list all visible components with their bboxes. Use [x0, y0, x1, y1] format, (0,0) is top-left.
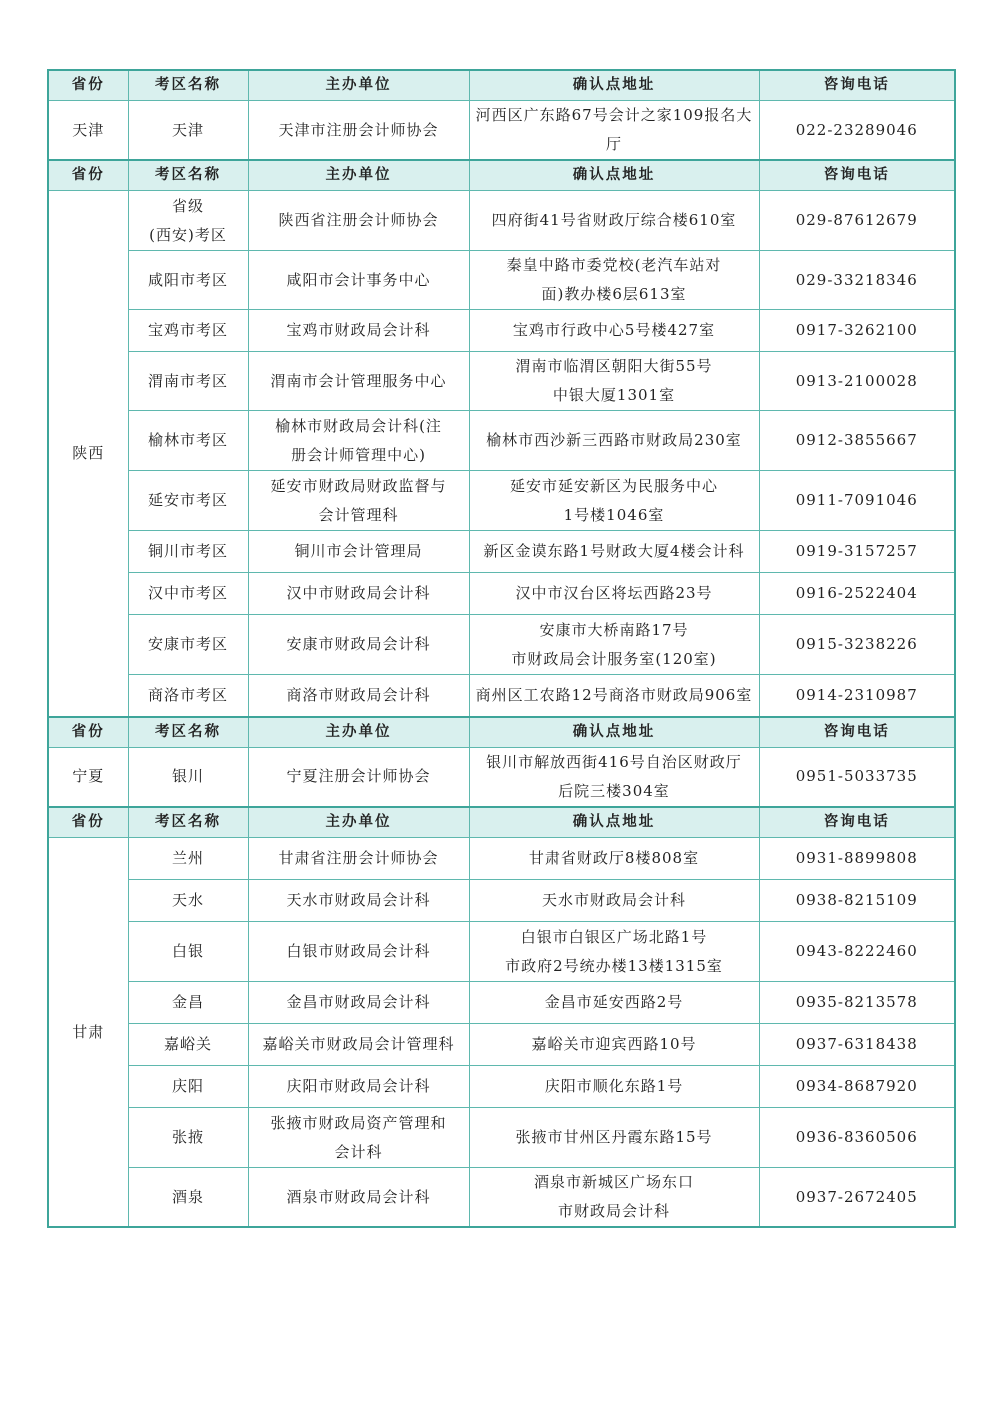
- organizer-cell-line: 会计管理科: [318, 505, 399, 524]
- phone-cell: 029-33218346: [759, 251, 955, 310]
- address-cell: [469, 1066, 759, 1108]
- area-cell-line: 商洛市考区: [147, 685, 228, 704]
- address-cell-line: 银川市解放西街416号自治区财政厅: [486, 752, 742, 771]
- phone-cell: 0912-3855667: [759, 411, 955, 471]
- header-organizer: 主办单位: [248, 807, 469, 838]
- organizer-cell-line: 延安市财政局财政监督与: [270, 476, 447, 495]
- organizer-cell-line: 宁夏注册会计师协会: [286, 767, 431, 786]
- organizer-cell: [248, 471, 469, 531]
- phone-cell: 0919-3157257: [759, 531, 955, 573]
- organizer-cell-line: 商洛市财政局会计科: [286, 685, 431, 704]
- header-phone: 咨询电话: [759, 160, 955, 191]
- organizer-cell: [248, 838, 469, 880]
- address-cell-line: 后院三楼304室: [558, 781, 670, 800]
- table-row: [48, 1066, 955, 1108]
- address-cell-line: 市财政局会计科: [557, 1202, 670, 1220]
- organizer-cell: [248, 1168, 469, 1228]
- header-address: 确认点地址: [469, 70, 759, 101]
- organizer-cell: [248, 675, 469, 717]
- phone-cell: 0913-2100028: [759, 352, 955, 411]
- address-cell: [469, 191, 759, 251]
- address-cell: [469, 675, 759, 717]
- address-cell-line: 延安市延安新区为民服务中心: [509, 476, 718, 495]
- header-organizer: 主办单位: [248, 160, 469, 191]
- organizer-cell: [248, 615, 469, 675]
- organizer-cell-line: 渭南市会计管理服务中心: [270, 371, 447, 390]
- header-province: 省份: [48, 70, 128, 101]
- header-province: 省份: [48, 160, 128, 191]
- address-cell: [469, 471, 759, 531]
- address-cell: [469, 838, 759, 880]
- header-province: 省份: [48, 807, 128, 838]
- address-cell-line: 榆林市西沙新三西路市财政局230室: [486, 431, 742, 449]
- address-cell: [469, 531, 759, 573]
- organizer-cell-line: 天水市财政局会计科: [286, 891, 431, 909]
- area-cell: [128, 310, 248, 352]
- organizer-cell-line: 铜川市会计管理局: [294, 542, 423, 560]
- address-cell-line: 甘肃省财政厅8楼808室: [528, 849, 700, 867]
- organizer-cell-line: 张掖市财政局资产管理和: [270, 1113, 447, 1132]
- header-address: 确认点地址: [469, 717, 759, 748]
- area-cell-line: 白银: [171, 942, 204, 960]
- area-cell-line: 铜川市考区: [147, 542, 228, 560]
- organizer-cell-line: 甘肃省注册会计师协会: [278, 849, 439, 867]
- area-cell: [128, 352, 248, 411]
- area-cell: [128, 251, 248, 310]
- area-cell-line: 安康市考区: [147, 635, 228, 653]
- area-cell-line: 榆林市考区: [147, 431, 228, 449]
- organizer-cell: [248, 982, 469, 1024]
- area-cell: [128, 922, 248, 982]
- phone-cell: 0935-8213578: [759, 982, 955, 1024]
- area-cell-line: 庆阳: [171, 1077, 204, 1095]
- header-organizer: 主办单位: [248, 70, 469, 101]
- address-cell-line: 市政府2号统办楼13楼1315室: [505, 956, 723, 975]
- organizer-cell-line: 陕西省注册会计师协会: [278, 211, 439, 229]
- area-cell-line: 酒泉: [171, 1187, 204, 1206]
- address-cell: [469, 615, 759, 675]
- header-row: [48, 70, 955, 101]
- address-cell-line: 渭南市临渭区朝阳大街55号: [515, 357, 713, 375]
- phone-cell: 0934-8687920: [759, 1066, 955, 1108]
- address-cell: [469, 982, 759, 1024]
- table-row: [48, 531, 955, 573]
- area-cell-line: 省级: [171, 196, 204, 215]
- header-row: [48, 807, 955, 838]
- organizer-cell: [248, 1108, 469, 1168]
- area-cell-line: 渭南市考区: [147, 371, 228, 390]
- address-cell-line: 酒泉市新城区广场东口: [533, 1173, 694, 1191]
- address-cell-line: 宝鸡市行政中心5号楼427室: [512, 321, 716, 339]
- area-cell: [128, 573, 248, 615]
- address-cell-line: 白银市白银区广场北路1号: [520, 927, 708, 946]
- address-cell: [469, 411, 759, 471]
- address-cell: [469, 310, 759, 352]
- phone-cell: 022-23289046: [759, 101, 955, 161]
- address-cell-line: 安康市大桥南路17号: [539, 620, 689, 639]
- organizer-cell: [248, 1066, 469, 1108]
- table-row: [48, 1108, 955, 1168]
- header-area-name: 考区名称: [128, 807, 248, 838]
- organizer-cell: [248, 352, 469, 411]
- header-phone: 咨询电话: [759, 70, 955, 101]
- province-cell: 宁夏: [48, 747, 128, 807]
- address-cell: [469, 1024, 759, 1066]
- phone-cell: 0914-2310987: [759, 675, 955, 717]
- phone-cell: 0916-2522404: [759, 573, 955, 615]
- organizer-cell: [248, 880, 469, 922]
- table-row: [48, 411, 955, 471]
- organizer-cell-line: 天津市注册会计师协会: [278, 120, 439, 139]
- phone-cell: 0915-3238226: [759, 615, 955, 675]
- organizer-cell: [248, 747, 469, 807]
- area-cell: [128, 982, 248, 1024]
- table-row: [48, 310, 955, 352]
- area-cell-line: 咸阳市考区: [147, 270, 228, 289]
- organizer-cell-line: 庆阳市财政局会计科: [286, 1077, 431, 1095]
- address-cell: [469, 747, 759, 807]
- table-row: [48, 1168, 955, 1228]
- address-cell-line: 新区金谟东路1号财政大厦4楼会计科: [483, 542, 745, 560]
- area-cell-line: 天津: [171, 120, 204, 139]
- area-cell: [128, 411, 248, 471]
- header-area-name: 考区名称: [128, 70, 248, 101]
- address-cell-line: 秦皇中路市委党校(老汽车站对: [506, 256, 722, 274]
- table-row: [48, 838, 955, 880]
- exam-site-table: [47, 69, 956, 1228]
- phone-cell: 0931-8899808: [759, 838, 955, 880]
- area-cell-line: 张掖: [171, 1128, 204, 1146]
- exam-site-table-wrapper: [47, 69, 954, 1228]
- header-row: [48, 160, 955, 191]
- area-cell: [128, 191, 248, 251]
- area-cell-line: (西安)考区: [149, 225, 227, 244]
- address-cell-line: 1号楼1046室: [563, 505, 665, 524]
- organizer-cell-line: 宝鸡市财政局会计科: [286, 321, 431, 339]
- address-cell-line: 金昌市延安西路2号: [544, 993, 684, 1011]
- phone-cell: 0917-3262100: [759, 310, 955, 352]
- table-row: [48, 880, 955, 922]
- address-cell: [469, 251, 759, 310]
- area-cell: [128, 880, 248, 922]
- table-row: [48, 1024, 955, 1066]
- address-cell-line: 汉中市汉台区将坛西路23号: [515, 584, 713, 602]
- header-area-name: 考区名称: [128, 717, 248, 748]
- organizer-cell-line: 酒泉市财政局会计科: [286, 1187, 431, 1206]
- address-cell: [469, 1168, 759, 1228]
- phone-cell: 0936-8360506: [759, 1108, 955, 1168]
- area-cell-line: 银川: [171, 767, 204, 786]
- table-row: [48, 982, 955, 1024]
- organizer-cell-line: 册会计师管理中心): [291, 445, 426, 464]
- organizer-cell-line: 会计科: [334, 1142, 383, 1161]
- organizer-cell: [248, 191, 469, 251]
- address-cell-line: 四府街41号省财政厅综合楼610室: [491, 211, 737, 229]
- organizer-cell-line: 汉中市财政局会计科: [286, 584, 431, 602]
- address-cell-line: 张掖市甘州区丹霞东路15号: [515, 1128, 713, 1146]
- area-cell: [128, 1066, 248, 1108]
- area-cell-line: 天水: [171, 891, 204, 909]
- area-cell-line: 兰州: [171, 849, 204, 867]
- table-row: [48, 573, 955, 615]
- organizer-cell: [248, 101, 469, 161]
- organizer-cell-line: 金昌市财政局会计科: [286, 993, 431, 1011]
- address-cell-line: 嘉峪关市迎宾西路10号: [531, 1035, 697, 1053]
- area-cell: [128, 615, 248, 675]
- table-row: [48, 251, 955, 310]
- table-row: [48, 471, 955, 531]
- organizer-cell-line: 安康市财政局会计科: [286, 635, 431, 653]
- area-cell-line: 汉中市考区: [147, 584, 228, 602]
- province-cell: 陕西: [48, 191, 128, 717]
- area-cell: [128, 838, 248, 880]
- table-row: [48, 615, 955, 675]
- address-cell-line: 中银大厦1301室: [552, 386, 676, 404]
- address-cell-line: 天水市财政局会计科: [541, 891, 686, 909]
- table-row: [48, 675, 955, 717]
- area-cell: [128, 747, 248, 807]
- table-row: [48, 191, 955, 251]
- area-cell: [128, 471, 248, 531]
- header-phone: 咨询电话: [759, 717, 955, 748]
- organizer-cell: [248, 251, 469, 310]
- address-cell: [469, 352, 759, 411]
- area-cell-line: 金昌: [171, 993, 204, 1011]
- organizer-cell: [248, 531, 469, 573]
- organizer-cell: [248, 310, 469, 352]
- phone-cell: 0938-8215109: [759, 880, 955, 922]
- address-cell: [469, 880, 759, 922]
- organizer-cell-line: 榆林市财政局会计科(注: [275, 416, 442, 435]
- phone-cell: 0937-2672405: [759, 1168, 955, 1228]
- header-organizer: 主办单位: [248, 717, 469, 748]
- organizer-cell: [248, 1024, 469, 1066]
- area-cell: [128, 101, 248, 161]
- header-area-name: 考区名称: [128, 160, 248, 191]
- phone-cell: 0951-5033735: [759, 747, 955, 807]
- organizer-cell: [248, 922, 469, 982]
- address-cell-line: 河西区广东路67号会计之家109报名大厅: [475, 106, 753, 153]
- table-row: [48, 747, 955, 807]
- province-cell: 天津: [48, 101, 128, 161]
- organizer-cell: [248, 573, 469, 615]
- address-cell: [469, 101, 759, 161]
- area-cell-line: 嘉峪关: [163, 1035, 212, 1053]
- address-cell-line: 市财政局会计服务室(120室): [511, 649, 717, 668]
- table-row: [48, 922, 955, 982]
- area-cell: [128, 531, 248, 573]
- area-cell: [128, 675, 248, 717]
- address-cell: [469, 573, 759, 615]
- header-row: [48, 717, 955, 748]
- area-cell-line: 延安市考区: [147, 491, 228, 509]
- address-cell-line: 面)教办楼6层613室: [541, 285, 687, 303]
- province-cell: 甘肃: [48, 838, 128, 1228]
- table-row: [48, 352, 955, 411]
- phone-cell: 029-87612679: [759, 191, 955, 251]
- area-cell: [128, 1024, 248, 1066]
- table-row: [48, 101, 955, 161]
- address-cell: [469, 922, 759, 982]
- table-body: [48, 70, 955, 1227]
- address-cell: [469, 1108, 759, 1168]
- organizer-cell-line: 嘉峪关市财政局会计管理科: [262, 1035, 455, 1053]
- organizer-cell-line: 咸阳市会计事务中心: [286, 270, 431, 289]
- address-cell-line: 庆阳市顺化东路1号: [544, 1077, 684, 1095]
- header-province: 省份: [48, 717, 128, 748]
- phone-cell: 0911-7091046: [759, 471, 955, 531]
- organizer-cell-line: 白银市财政局会计科: [286, 942, 431, 960]
- phone-cell: 0943-8222460: [759, 922, 955, 982]
- header-address: 确认点地址: [469, 807, 759, 838]
- area-cell: [128, 1108, 248, 1168]
- header-phone: 咨询电话: [759, 807, 955, 838]
- address-cell-line: 商州区工农路12号商洛市财政局906室: [475, 685, 753, 704]
- organizer-cell: [248, 411, 469, 471]
- area-cell-line: 宝鸡市考区: [147, 321, 228, 339]
- header-address: 确认点地址: [469, 160, 759, 191]
- area-cell: [128, 1168, 248, 1228]
- phone-cell: 0937-6318438: [759, 1024, 955, 1066]
